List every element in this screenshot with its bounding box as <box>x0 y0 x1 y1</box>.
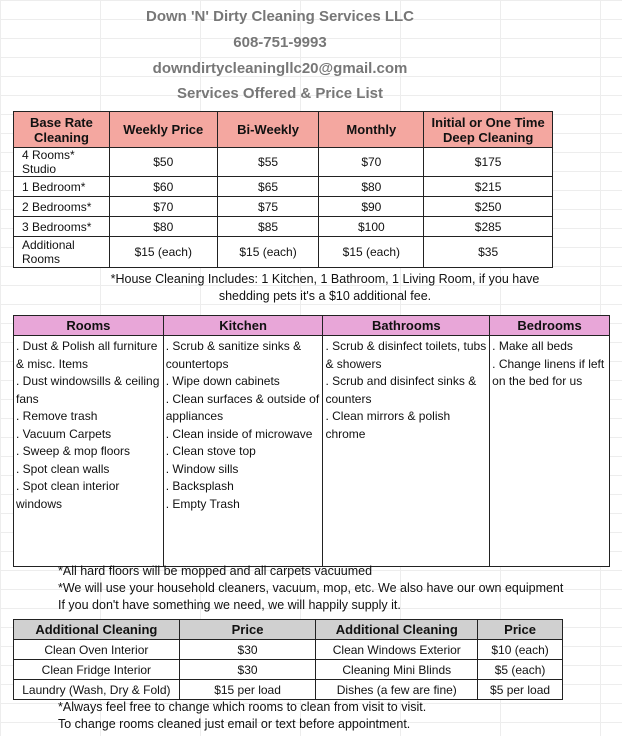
table-row <box>14 660 563 680</box>
house-cleaning-note: *House Cleaning Includes: 1 Kitchen, 1 Bathroom, 1 Living Room, if you have shedding pets it's a $10 additional fee. <box>110 272 540 303</box>
additional-cell: $10 (each) <box>478 640 563 660</box>
price-list-title: Services Offered & Price List <box>177 85 383 102</box>
rate-cell: $175 <box>424 148 553 177</box>
table-row <box>14 640 563 660</box>
list-item: . Spot clean interior windows <box>16 479 120 511</box>
rate-row <box>14 148 553 177</box>
additional-cleaning-table <box>13 619 563 700</box>
rate-header-row <box>14 112 553 148</box>
rate-cell: $250 <box>424 197 553 217</box>
additional-header-price: Price <box>179 620 316 640</box>
rate-cell: $70 <box>109 197 217 217</box>
base-rate-table <box>13 111 553 268</box>
additional-cell: Cleaning Mini Blinds <box>316 660 478 680</box>
company-name: Down 'N' Dirty Cleaning Services LLC <box>145 8 415 25</box>
company-email: downdirtycleaningllc20@gmail.com <box>152 60 408 77</box>
bathrooms-list <box>323 336 490 567</box>
list-item: . Backsplash <box>165 479 234 493</box>
kitchen-list <box>163 336 323 567</box>
rate-cell: $60 <box>109 177 217 197</box>
rate-cell: $100 <box>319 217 424 237</box>
rate-cell: 2 Bedrooms* <box>14 197 110 217</box>
list-item: . Wipe down cabinets <box>165 374 280 388</box>
additional-cell: Clean Fridge Interior <box>14 660 180 680</box>
rate-cell: $90 <box>319 197 424 217</box>
rate-cell: $70 <box>319 148 424 177</box>
rate-cell: $15 (each) <box>109 237 217 268</box>
additional-cell: Clean Windows Exterior <box>316 640 478 660</box>
services-header-rooms: Rooms <box>14 316 164 336</box>
additional-cell: $5 per load <box>478 680 563 700</box>
rate-header-base: Base Rate Cleaning <box>14 112 110 148</box>
additional-cell: Laundry (Wash, Dry & Fold) <box>14 680 180 700</box>
list-item: . Scrub & sanitize sinks & countertops <box>165 339 302 371</box>
equipment-note: *We will use your household cleaners, vacuum, mop, etc. We also have our own equipment <box>58 581 564 595</box>
rate-cell: 1 Bedroom* <box>14 177 110 197</box>
list-item: . Clean mirrors & polish chrome <box>325 409 451 441</box>
rate-cell: 3 Bedrooms* <box>14 217 110 237</box>
list-item: . Scrub and disinfect sinks & counters <box>325 374 477 406</box>
services-list-row <box>14 336 610 567</box>
rate-cell: $80 <box>319 177 424 197</box>
additional-cell: Dishes (a few are fine) <box>316 680 478 700</box>
rate-cell: $65 <box>217 177 319 197</box>
list-item: . Vacuum Carpets <box>16 426 112 441</box>
rate-header-biweekly: Bi-Weekly <box>217 112 319 148</box>
company-phone: 608-751-9993 <box>233 34 327 51</box>
list-item: . Clean inside of microwave <box>165 426 313 441</box>
rate-cell: $85 <box>217 217 319 237</box>
list-item: . Change linens if left on the bed for us <box>492 356 605 388</box>
rate-cell: $75 <box>217 197 319 217</box>
rate-cell: 4 Rooms* Studio <box>14 148 110 177</box>
additional-header-service: Additional Cleaning <box>14 620 180 640</box>
rooms-list <box>14 336 164 567</box>
rate-row <box>14 177 553 197</box>
rate-cell: $50 <box>109 148 217 177</box>
rate-cell: $285 <box>424 217 553 237</box>
rate-cell: Additional Rooms <box>14 237 110 268</box>
rate-cell: $35 <box>424 237 553 268</box>
rate-header-weekly: Weekly Price <box>109 112 217 148</box>
change-rooms-note-line: *Always feel free to change which rooms to clean from visit to visit. <box>58 700 427 714</box>
supply-note: If you don't have something we need, we will happily supply it. <box>58 598 401 612</box>
additional-header-row <box>14 620 563 640</box>
change-rooms-note <box>58 699 426 733</box>
rate-row <box>14 197 553 217</box>
rate-header-monthly: Monthly <box>319 112 424 148</box>
rate-cell: $215 <box>424 177 553 197</box>
services-header-kitchen: Kitchen <box>163 316 323 336</box>
list-item: . Sweep & mop floors <box>16 444 131 458</box>
rate-row <box>14 217 553 237</box>
additional-cell: $30 <box>179 640 316 660</box>
rate-row <box>14 237 553 268</box>
additional-cell: Clean Oven Interior <box>14 640 180 660</box>
list-item: . Make all beds <box>492 339 573 353</box>
services-header-bedrooms: Bedrooms <box>490 316 610 336</box>
rate-header-deep: Initial or One Time Deep Cleaning <box>424 112 553 148</box>
list-item: . Empty Trash <box>165 496 240 511</box>
list-item: . Remove trash <box>16 409 98 423</box>
change-rooms-note-line: To change rooms cleaned just email or text before appointment. <box>58 717 411 731</box>
services-header-row <box>14 316 610 336</box>
list-item: . Window sills <box>165 461 239 476</box>
bedrooms-list <box>490 336 610 567</box>
rate-cell: $55 <box>217 148 319 177</box>
additional-header-price-2: Price <box>478 620 563 640</box>
list-item: . Clean surfaces & outside of appliances <box>165 391 320 423</box>
list-item: . Dust & Polish all furniture & misc. Items <box>16 339 158 371</box>
list-item: . Spot clean walls <box>16 461 110 476</box>
additional-cell: $30 <box>179 660 316 680</box>
services-table <box>13 315 610 567</box>
additional-header-service-2: Additional Cleaning <box>316 620 478 640</box>
list-item: . Dust windowsills & ceiling fans <box>16 374 160 406</box>
table-row <box>14 680 563 700</box>
additional-cell: $5 (each) <box>478 660 563 680</box>
rate-cell: $80 <box>109 217 217 237</box>
services-header-bathrooms: Bathrooms <box>323 316 490 336</box>
additional-cell: $15 per load <box>179 680 316 700</box>
list-item: . Clean stove top <box>165 444 256 458</box>
list-item: . Scrub & disinfect toilets, tubs & showers <box>325 339 487 371</box>
floors-note: *All hard floors will be mopped and all carpets vacuumed <box>58 564 373 578</box>
rate-cell: $15 (each) <box>217 237 319 268</box>
rate-cell: $15 (each) <box>319 237 424 268</box>
